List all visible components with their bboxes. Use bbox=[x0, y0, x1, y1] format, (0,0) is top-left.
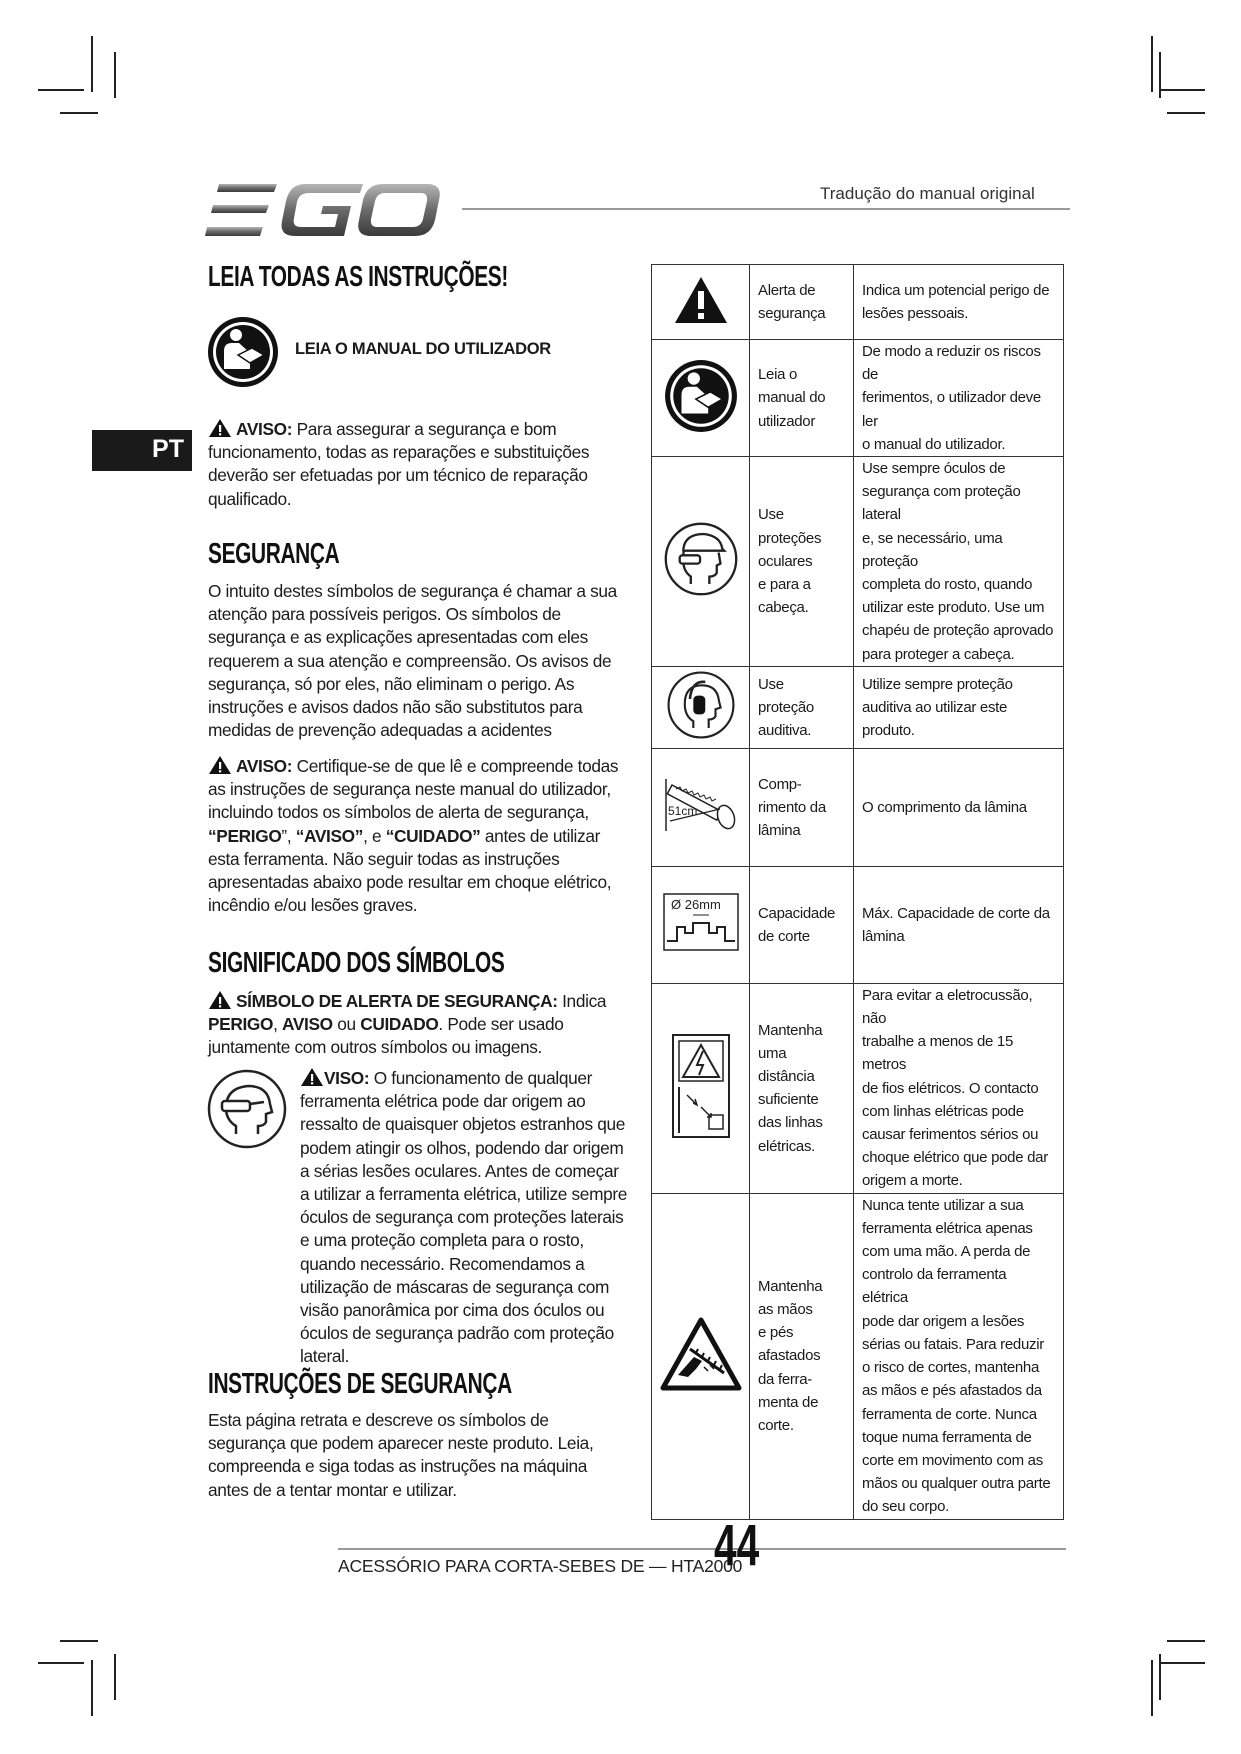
crop-mark bbox=[1159, 1654, 1161, 1700]
language-tab bbox=[92, 430, 192, 471]
crop-mark bbox=[1167, 112, 1205, 114]
crop-mark bbox=[114, 1654, 116, 1700]
warning-label: AVISO: bbox=[236, 756, 293, 776]
cutting-capacity-value: Ø 26mm bbox=[670, 897, 721, 913]
read-manual-label: LEIA O MANUAL DO UTILIZADOR bbox=[295, 340, 551, 358]
table-row bbox=[652, 340, 1064, 457]
crop-mark bbox=[1159, 52, 1161, 98]
table-icon-cell bbox=[652, 457, 750, 667]
crop-mark bbox=[38, 89, 84, 91]
warning-triangle-icon bbox=[208, 755, 232, 775]
symbol-name: Leia o manual do utilizador bbox=[750, 340, 854, 457]
crop-mark bbox=[91, 36, 93, 92]
symbol-name: Mantenha uma distância suficiente das linhas elétricas. bbox=[750, 983, 854, 1193]
read-manual-icon bbox=[206, 315, 280, 389]
alert-cuidado: CUIDADO bbox=[360, 1014, 439, 1035]
warning-triangle-icon bbox=[208, 990, 232, 1010]
page-number: 44 bbox=[714, 1513, 760, 1578]
perigo-word: “PERIGO bbox=[208, 825, 282, 846]
conjunction-e: , e bbox=[363, 825, 386, 846]
crop-mark bbox=[60, 1640, 98, 1642]
blade-length-icon bbox=[664, 777, 738, 833]
table-icon-cell bbox=[652, 983, 750, 1193]
alert-label: SÍMBOLO DE ALERTA DE SEGURANÇA: bbox=[236, 991, 558, 1011]
table-row bbox=[652, 866, 1064, 983]
table-icon-cell bbox=[652, 666, 750, 748]
symbol-description: Indica um potencial perigo de lesões pessoais. bbox=[854, 265, 1064, 340]
footer-rule bbox=[338, 1548, 1066, 1550]
title-symbols: SIGNIFICADO DOS SÍMBOLOS bbox=[208, 947, 505, 979]
title-read-all: LEIA TODAS AS INSTRUÇÕES! bbox=[208, 261, 508, 293]
cutting-capacity-icon bbox=[663, 893, 739, 951]
symbol-name: Alerta de segurança bbox=[750, 265, 854, 340]
symbol-description: Nunca tente utilizar a sua ferramenta elétrica apenas com uma mão. A perda de controlo da ferramenta elétrica pode dar origem a lesões sérias ou fatais. Para reduzir o risco de cortes, mantenha as mãos e pés afastados da ferramenta de corte. Nunca toque numa ferramenta de corte em movimento com as mãos ou qualquer outra parte do seu corpo. bbox=[854, 1193, 1064, 1519]
table-icon-cell bbox=[652, 866, 750, 983]
eye-head-protection-icon bbox=[663, 521, 739, 597]
warning-text: Para assegurar a segurança e bom funcionamento, todas as reparações e substituições deverão ser efetuadas por um técnico de reparação qualificado. bbox=[208, 419, 590, 509]
read-manual-icon bbox=[663, 358, 739, 434]
table-row bbox=[652, 457, 1064, 667]
table-row bbox=[652, 748, 1064, 866]
alert-text-b: . Pode ser usado juntamente com outros símbolos ou imagens. bbox=[208, 1014, 564, 1058]
symbol-description: O comprimento da lâmina bbox=[854, 748, 1064, 866]
table-row bbox=[652, 1193, 1064, 1519]
crop-mark bbox=[1151, 1660, 1153, 1716]
crop-mark bbox=[1167, 1640, 1205, 1642]
warning-triangle-icon bbox=[300, 1067, 324, 1087]
symbols-table bbox=[651, 264, 1064, 1520]
warning-text-a: Certifique-se de que lê e compreende todas as instruções de segurança neste manual do utilizador, incluindo todos os símbolos de alerta de segurança, bbox=[208, 756, 619, 823]
crop-mark bbox=[1151, 36, 1153, 92]
alert-comma: , bbox=[273, 1014, 283, 1035]
warning-label: VISO: bbox=[324, 1068, 370, 1088]
symbol-name: Capacidade de corte bbox=[750, 866, 854, 983]
table-icon-cell bbox=[652, 1193, 750, 1519]
warning-repairs bbox=[208, 418, 608, 511]
ear-protection-icon bbox=[666, 670, 736, 740]
safety-alert-symbol bbox=[208, 990, 626, 1060]
hand-cut-hazard-icon bbox=[660, 1317, 742, 1391]
alert-perigo: PERIGO bbox=[208, 1014, 274, 1035]
warning-label: AVISO: bbox=[236, 419, 293, 439]
crop-mark bbox=[1161, 1662, 1205, 1664]
alert-aviso: AVISO bbox=[282, 1014, 333, 1035]
table-row bbox=[652, 666, 1064, 748]
table-icon-cell bbox=[652, 748, 750, 866]
warning-eye-protection bbox=[300, 1067, 630, 1369]
warning-read-instructions bbox=[208, 755, 626, 917]
aviso-word: “AVISO” bbox=[295, 825, 364, 846]
translation-note: Tradução do manual original bbox=[820, 184, 1035, 203]
symbol-name: Comp- rimento da lâmina bbox=[750, 748, 854, 866]
header-rule bbox=[462, 208, 1070, 210]
eye-protection-icon bbox=[206, 1068, 288, 1150]
symbol-name: Mantenha as mãos e pés afastados da ferra- menta de corte. bbox=[750, 1193, 854, 1519]
symbol-description: Máx. Capacidade de corte da lâmina bbox=[854, 866, 1064, 983]
table-icon-cell bbox=[652, 265, 750, 340]
symbol-description: Use sempre óculos de segurança com proteção lateral e, se necessário, uma proteção completa do rosto, quando utilizar este produto. Use um chapéu de proteção aprovado para proteger a cabeça. bbox=[854, 457, 1064, 667]
crop-mark bbox=[1161, 89, 1205, 91]
warning-text: O funcionamento de qualquer ferramenta elétrica pode dar origem ao ressalto de quaisquer objetos estranhos que podem atingir os olhos, podendo dar origem a sérias lesões oculares. Antes de começar a utilizar a ferramenta elétrica, utilize sempre óculos de segurança com proteções laterais e uma proteção completa para o rosto, quando necessário. Recomendamos a utilização de máscaras de segurança com visão panorâmica por cima dos óculos ou óculos de segurança padrão com proteção lateral. bbox=[300, 1068, 628, 1367]
symbol-name: Use proteção auditiva. bbox=[750, 666, 854, 748]
table-row bbox=[652, 265, 1064, 340]
crop-mark bbox=[60, 112, 98, 114]
warning-text-b: antes de utilizar esta ferramenta. Não seguir todas as instruções apresentadas abaixo pode resultar em choque elétrico, incêndio e/ou lesões graves. bbox=[208, 825, 612, 916]
instructions-paragraph: Esta página retrata e descreve os símbolos de segurança que podem aparecer neste produto. Leia, compreenda e siga todas as instruções na máquina antes de a tentar montar e utilizar. bbox=[208, 1410, 594, 1500]
symbol-description: Para evitar a eletrocussão, não trabalhe a menos de 15 metros de fios elétricos. O contacto com linhas elétricas pode causar ferimentos sérios ou choque elétrico que pode dar origem a morte. bbox=[854, 983, 1064, 1193]
language-tab-label: PT bbox=[152, 435, 184, 463]
symbol-name: Use proteções oculares e para a cabeça. bbox=[750, 457, 854, 667]
warning-triangle-icon bbox=[673, 275, 729, 325]
crop-mark bbox=[114, 52, 116, 98]
power-line-distance-icon bbox=[671, 1033, 731, 1139]
cuidado-word: “CUIDADO” bbox=[385, 825, 481, 846]
title-safety: SEGURANÇA bbox=[208, 538, 340, 570]
blade-length-value: 51cm bbox=[667, 803, 697, 818]
crop-mark bbox=[38, 1662, 84, 1664]
symbol-description: Utilize sempre proteção auditiva ao utilizar este produto. bbox=[854, 666, 1064, 748]
footer-product-text: ACESSÓRIO PARA CORTA-SEBES DE — HTA2000 bbox=[338, 1556, 743, 1576]
ego-logo bbox=[205, 180, 441, 240]
warning-triangle-icon bbox=[208, 418, 232, 438]
alert-text-a: Indica bbox=[557, 991, 607, 1011]
alert-or: ou bbox=[332, 1014, 361, 1035]
table-row bbox=[652, 983, 1064, 1193]
quote-close: ”, bbox=[281, 825, 296, 846]
table-icon-cell bbox=[652, 340, 750, 457]
safety-paragraph: O intuito destes símbolos de segurança é chamar a sua atenção para possíveis perigos. Os símbolos de segurança e as explicações apresentadas com eles requerem a sua atenção e compreensão. Os avisos de segurança, só por eles, não eliminam o perigo. As instruções e avisos dados não são substitutos para medidas de prevenção adequadas a acidentes bbox=[208, 581, 617, 741]
title-instructions: INSTRUÇÕES DE SEGURANÇA bbox=[208, 1368, 512, 1400]
symbol-description: De modo a reduzir os riscos de ferimentos, o utilizador deve ler o manual do utilizador. bbox=[854, 340, 1064, 457]
crop-mark bbox=[91, 1660, 93, 1716]
